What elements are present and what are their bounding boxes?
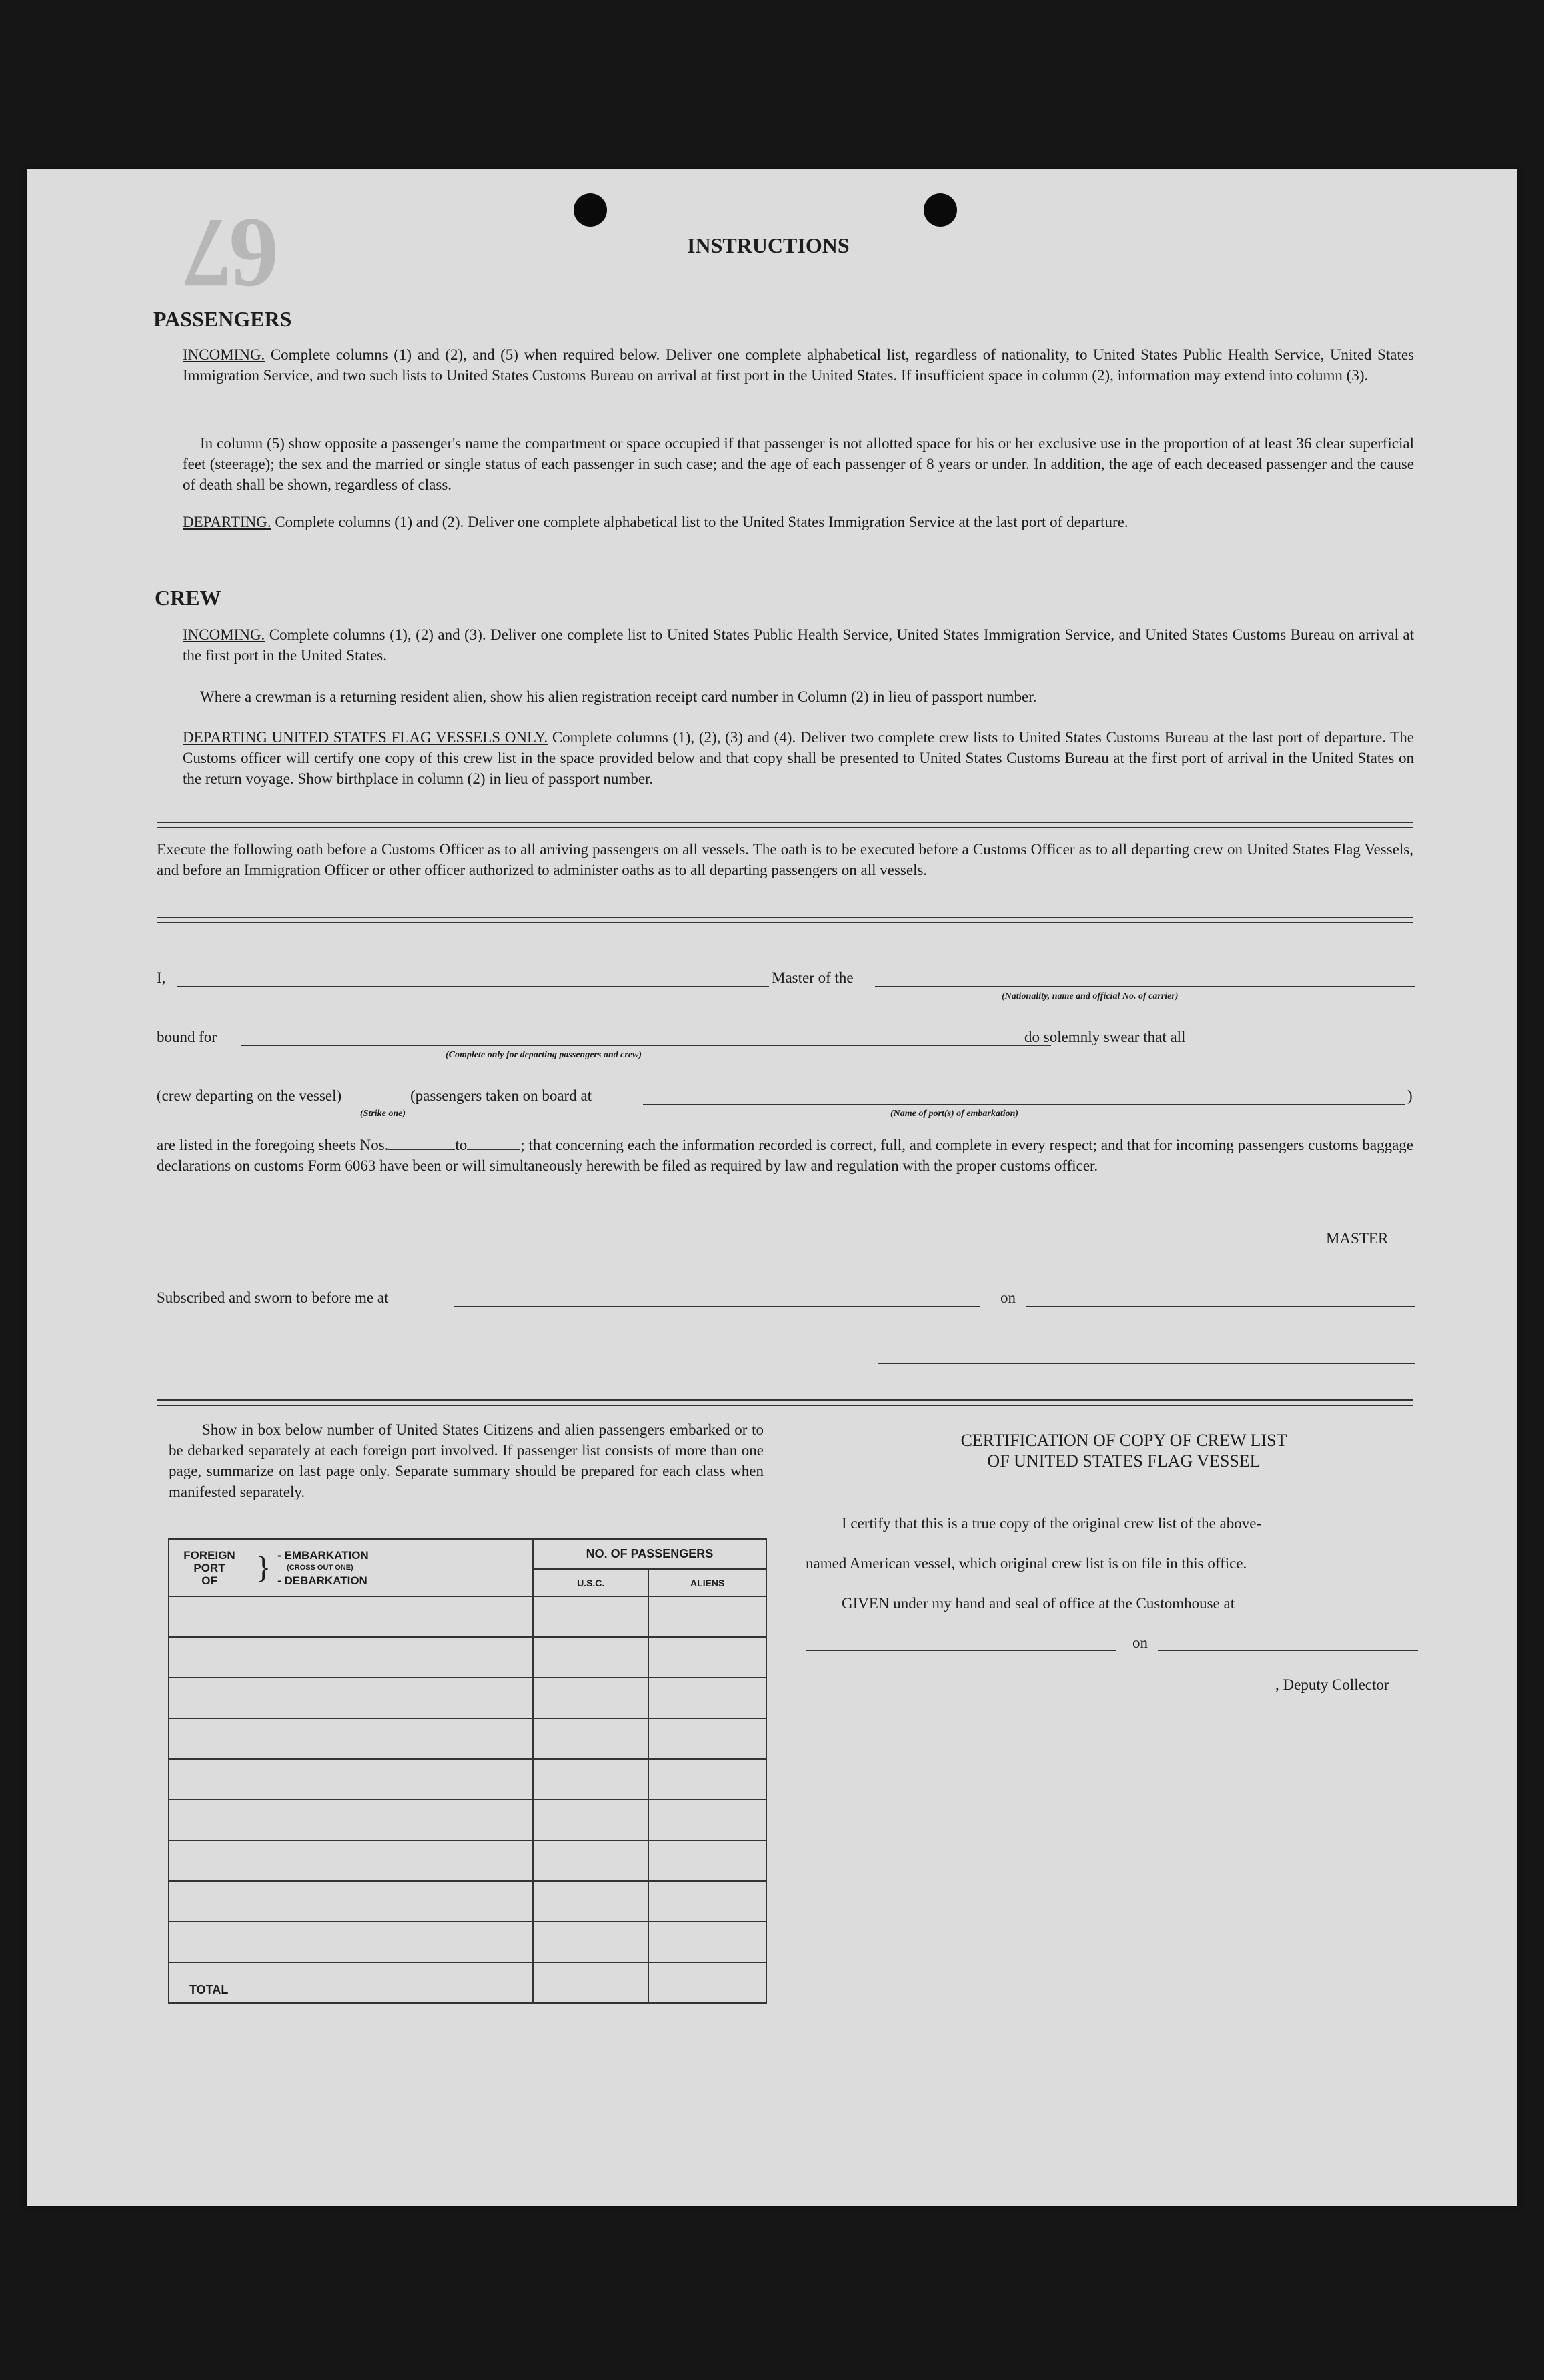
usc-cell[interactable]	[533, 1840, 649, 1881]
aliens-cell[interactable]	[648, 1922, 766, 1962]
sheet-to-field[interactable]	[467, 1137, 520, 1150]
port-cell[interactable]	[169, 1922, 533, 1962]
subscribed-label: Subscribed and sworn to before me at	[157, 1289, 389, 1306]
port-cell[interactable]	[169, 1718, 533, 1759]
port-cell[interactable]	[169, 1759, 533, 1800]
port-cell[interactable]	[169, 1881, 533, 1922]
aliens-cell[interactable]	[648, 1718, 766, 1759]
table-row	[169, 1678, 766, 1718]
total-label: TOTAL	[169, 1962, 533, 2003]
port-header-cell: FOREIGN PORT OF } - EMBARKATION (CROSS OUT ONE) - DEBARKATION	[169, 1539, 533, 1596]
bound-for-field[interactable]	[241, 1045, 1051, 1046]
usc-header: U.S.C.	[533, 1569, 649, 1596]
divider-double	[157, 917, 1413, 923]
stamp-number: 67	[187, 198, 279, 309]
summary-instructions: Show in box below number of United States Citizens and alien passengers embarked or to be debarked separately at each foreign port involved. If passenger list consists of more than one page, summarize on last page only. Separate summary should be prepared for each class when manifested separately.	[169, 1421, 764, 1500]
certification-line2: named American vessel, which original crew list is on file in this office.	[806, 1555, 1247, 1572]
usc-cell[interactable]	[533, 1759, 649, 1800]
page-title: INSTRUCTIONS	[687, 233, 850, 257]
foreign-label: FOREIGN	[183, 1548, 235, 1562]
aliens-cell[interactable]	[648, 1637, 766, 1678]
port-summary-table	[168, 1538, 767, 2004]
sheets-statement	[157, 1135, 1413, 1176]
table-row	[169, 1759, 766, 1800]
passengers-taken-option[interactable]: (passengers taken on board at	[410, 1087, 592, 1104]
certification-date-field[interactable]	[1158, 1650, 1418, 1651]
oath-execute-text: Execute the following oath before a Customs Officer as to all arriving passengers on all vessels. The oath is to be executed before a Customs Officer as to all departing crew on United States Flag Vessels, and before an Immigration Officer or other officer authorized to administer oaths as to all departing passengers on all vessels.	[157, 841, 1413, 878]
nationality-caption: (Nationality, name and official No. of carrier)	[1002, 991, 1179, 1001]
strike-caption: (Strike one)	[360, 1109, 406, 1119]
master-of-label: Master of the	[772, 969, 854, 986]
certification-line3: GIVEN under my hand and seal of office at the Customhouse at	[842, 1595, 1235, 1612]
port-label: PORT	[193, 1561, 225, 1574]
aliens-cell[interactable]	[648, 1759, 766, 1800]
aliens-cell[interactable]	[648, 1881, 766, 1922]
port-cell[interactable]	[169, 1596, 533, 1637]
flag-text: Complete columns (1), (2), (3) and (4). Deliver two complete crew lists to United States Customs Bureau at the last port of departure. The Customs officer will certify one copy of this crew list in the space provided below and that copy shall be presented to United States Customs Bureau at the first port of arrival in the United States on the return voyage. Show birthplace in column (2) in lieu of passport number.	[183, 729, 1415, 787]
usc-cell[interactable]	[533, 1678, 649, 1718]
certification-title-line2: OF UNITED STATES FLAG VESSEL	[987, 1451, 1261, 1471]
crew-resident: Where a crewman is a returning resident alien, show his alien registration receipt card number in Column (2) in lieu of passport number.	[200, 688, 1037, 705]
carrier-field[interactable]	[875, 986, 1415, 987]
usc-cell[interactable]	[533, 1800, 649, 1840]
port-cell[interactable]	[169, 1840, 533, 1881]
ports-caption: (Name of port(s) of embarkation)	[890, 1109, 1019, 1119]
punch-hole-right	[924, 193, 957, 227]
crew-flag-vessels	[183, 727, 1414, 789]
close-paren: )	[1407, 1087, 1413, 1104]
passengers-incoming	[183, 344, 1414, 386]
usc-cell[interactable]	[533, 1637, 649, 1678]
passengers-heading: PASSENGERS	[153, 307, 292, 331]
crew-departing-option[interactable]: (crew departing on the vessel)	[157, 1087, 342, 1104]
cross-out-note: (CROSS OUT ONE)	[287, 1563, 353, 1572]
officer-signature-field[interactable]	[878, 1363, 1415, 1364]
form-page	[27, 169, 1517, 2206]
aliens-cell[interactable]	[648, 1800, 766, 1840]
table-row	[169, 1718, 766, 1759]
departing-label: DEPARTING.	[183, 514, 271, 530]
divider-double	[157, 822, 1413, 828]
sheets-to: to	[455, 1137, 468, 1153]
master-label: MASTER	[1326, 1230, 1389, 1247]
divider-double	[157, 1399, 1413, 1406]
departing-text: Complete columns (1) and (2). Deliver one complete alphabetical list to the United States Immigration Service at the last port of departure.	[275, 514, 1128, 530]
table-row	[169, 1800, 766, 1840]
punch-hole-left	[574, 193, 607, 227]
usc-cell[interactable]	[533, 1596, 649, 1637]
flag-label: DEPARTING UNITED STATES FLAG VESSELS ONLY.	[183, 729, 548, 746]
no-passengers-header: NO. OF PASSENGERS	[533, 1539, 766, 1569]
passengers-column5: In column (5) show opposite a passenger's name the compartment or space occupied if that passenger is not allotted space for his or her exclusive use in the proportion of at least 36 clear superficial feet (steerage); the sex and the married or single status of each passenger in such case; and the age of each passenger of 8 years or under. In addition, the age of each deceased passenger and the cause of death shall be shown, regardless of class.	[183, 435, 1414, 493]
usc-cell[interactable]	[533, 1922, 649, 1962]
sheets-rest: ; that concerning each the information recorded is correct, full, and complete in every respect; and that for incoming passengers customs baggage declarations on customs Form 6063 have been or will simultaneously herewith be filed as required by law and regulation with the proper customs officer.	[157, 1137, 1413, 1174]
passengers-departing	[183, 512, 1414, 532]
total-row	[169, 1962, 766, 2003]
incoming-text: Complete columns (1) and (2), and (5) when required below. Deliver one complete alphabetical list, regardless of nationality, to United States Public Health Service, United States Immigration Service, and two such lists to United States Customs Bureau on arrival at first port in the United States. If insufficient space in column (2), information may extend into column (3).	[183, 346, 1415, 384]
crew-incoming	[183, 624, 1414, 666]
usc-cell[interactable]	[533, 1881, 649, 1922]
port-cell[interactable]	[169, 1800, 533, 1840]
port-cell[interactable]	[169, 1678, 533, 1718]
table-row	[169, 1922, 766, 1962]
sheets-prefix: are listed in the foregoing sheets Nos.	[157, 1137, 389, 1153]
total-aliens-cell[interactable]	[648, 1962, 766, 2003]
certification-title-line1: CERTIFICATION OF COPY OF CREW LIST	[960, 1431, 1287, 1450]
port-cell[interactable]	[169, 1637, 533, 1678]
table-row	[169, 1596, 766, 1637]
crew-incoming-label: INCOMING.	[183, 626, 265, 643]
sworn-on-label: on	[1000, 1289, 1016, 1306]
complete-caption: (Complete only for departing passengers and crew)	[446, 1050, 642, 1060]
certification-line1: I certify that this is a true copy of the original crew list of the above-	[842, 1515, 1262, 1532]
aliens-cell[interactable]	[648, 1678, 766, 1718]
bound-for-label: bound for	[157, 1029, 217, 1045]
debarkation-option[interactable]: - DEBARKATION	[277, 1574, 367, 1587]
table-row	[169, 1881, 766, 1922]
of-label: OF	[201, 1574, 217, 1587]
deputy-collector-label: , Deputy Collector	[1275, 1676, 1389, 1693]
oath-i-label: I,	[157, 969, 166, 986]
certification-on-label: on	[1132, 1634, 1148, 1651]
crew-heading: CREW	[155, 586, 221, 610]
certification-title	[824, 1430, 1424, 1471]
table-row	[169, 1637, 766, 1678]
customhouse-field[interactable]	[806, 1650, 1116, 1651]
table-row	[169, 1840, 766, 1881]
usc-cell[interactable]	[533, 1718, 649, 1759]
embarkation-option[interactable]: - EMBARKATION	[277, 1548, 369, 1562]
crew-incoming-text: Complete columns (1), (2) and (3). Deliver one complete list to United States Public Health Service, United States Immigration Service, and United States Customs Bureau on arrival at the first port in the United States.	[183, 626, 1415, 664]
aliens-cell[interactable]	[648, 1840, 766, 1881]
swear-text: do solemnly swear that all	[1024, 1029, 1186, 1045]
total-usc-cell[interactable]	[533, 1962, 649, 2003]
incoming-label: INCOMING.	[183, 346, 265, 363]
sworn-date-field[interactable]	[1026, 1306, 1415, 1307]
aliens-header: ALIENS	[648, 1569, 766, 1596]
sworn-place-field[interactable]	[454, 1306, 980, 1307]
embarkation-port-field[interactable]	[643, 1104, 1405, 1105]
aliens-cell[interactable]	[648, 1596, 766, 1637]
master-name-field[interactable]	[177, 986, 769, 987]
sheet-from-field[interactable]	[388, 1137, 455, 1150]
